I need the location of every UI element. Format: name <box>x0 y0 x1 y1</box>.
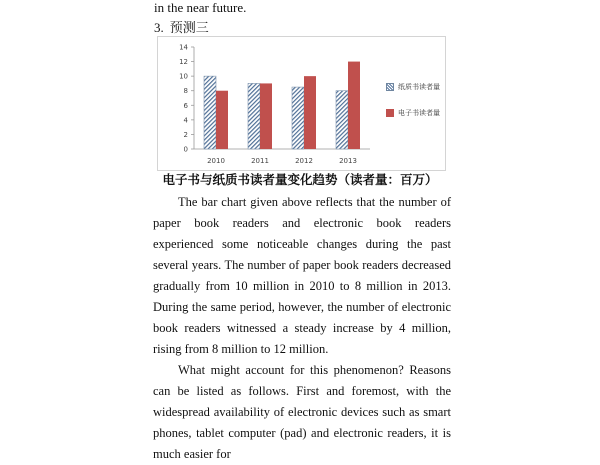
section-heading <box>154 20 209 36</box>
bar-paper <box>204 76 216 149</box>
paragraph: The bar chart given above reflects that the number of paper book readers and electronic book readers experienced some noticeable changes during the past several years. The number of paper book readers decreased gradually from 10 million in 2010 to 8 million in 2013. During the same period, however, the number of electronic book readers witnessed a steady increase by 4 million, rising from 8 million to 12 million. <box>153 195 451 356</box>
bar-ebook <box>348 62 360 149</box>
previous-paragraph-tail: in the near future. <box>154 0 247 15</box>
y-tick-label: 6 <box>183 101 188 110</box>
x-tick-label: 2012 <box>295 157 313 165</box>
y-tick-label: 8 <box>183 87 188 96</box>
body-text <box>153 192 451 465</box>
y-tick-label: 4 <box>183 116 188 125</box>
y-tick-label: 14 <box>179 43 188 52</box>
legend-item-ebook <box>386 107 440 119</box>
chart-caption: 电子书与纸质书读者量变化趋势（读者量：百万） <box>162 172 438 187</box>
paragraph: What might account for this phenomenon? Reasons can be listed as follows. First and foremost, with the widespread availability of electronic devices such as smart phones, tablet computer (pad) and electronic readers, it is much easier for <box>153 363 451 461</box>
bar-paper <box>336 91 348 149</box>
y-tick-label: 2 <box>183 130 188 139</box>
bar-chart <box>157 36 446 171</box>
legend-swatch-ebook <box>386 109 394 117</box>
x-tick-label: 2010 <box>207 157 225 165</box>
y-tick-label: 10 <box>179 72 188 81</box>
section-title: 预测三 <box>169 20 209 35</box>
bar-paper <box>292 87 304 149</box>
legend-swatch-paper <box>386 83 394 91</box>
bar-ebook <box>260 83 272 149</box>
legend-label-ebook: 电子书读者量 <box>398 109 440 117</box>
legend-item-paper <box>386 81 440 93</box>
chart-legend <box>386 81 440 133</box>
legend-label-paper: 纸质书读者量 <box>398 83 440 91</box>
bar-ebook <box>216 91 228 149</box>
bar-ebook <box>304 76 316 149</box>
x-tick-label: 2011 <box>251 157 269 165</box>
y-tick-label: 0 <box>183 145 188 154</box>
y-tick-label: 12 <box>179 58 188 67</box>
x-tick-label: 2013 <box>339 157 357 165</box>
bar-paper <box>248 83 260 149</box>
section-number: 3. <box>154 20 164 35</box>
